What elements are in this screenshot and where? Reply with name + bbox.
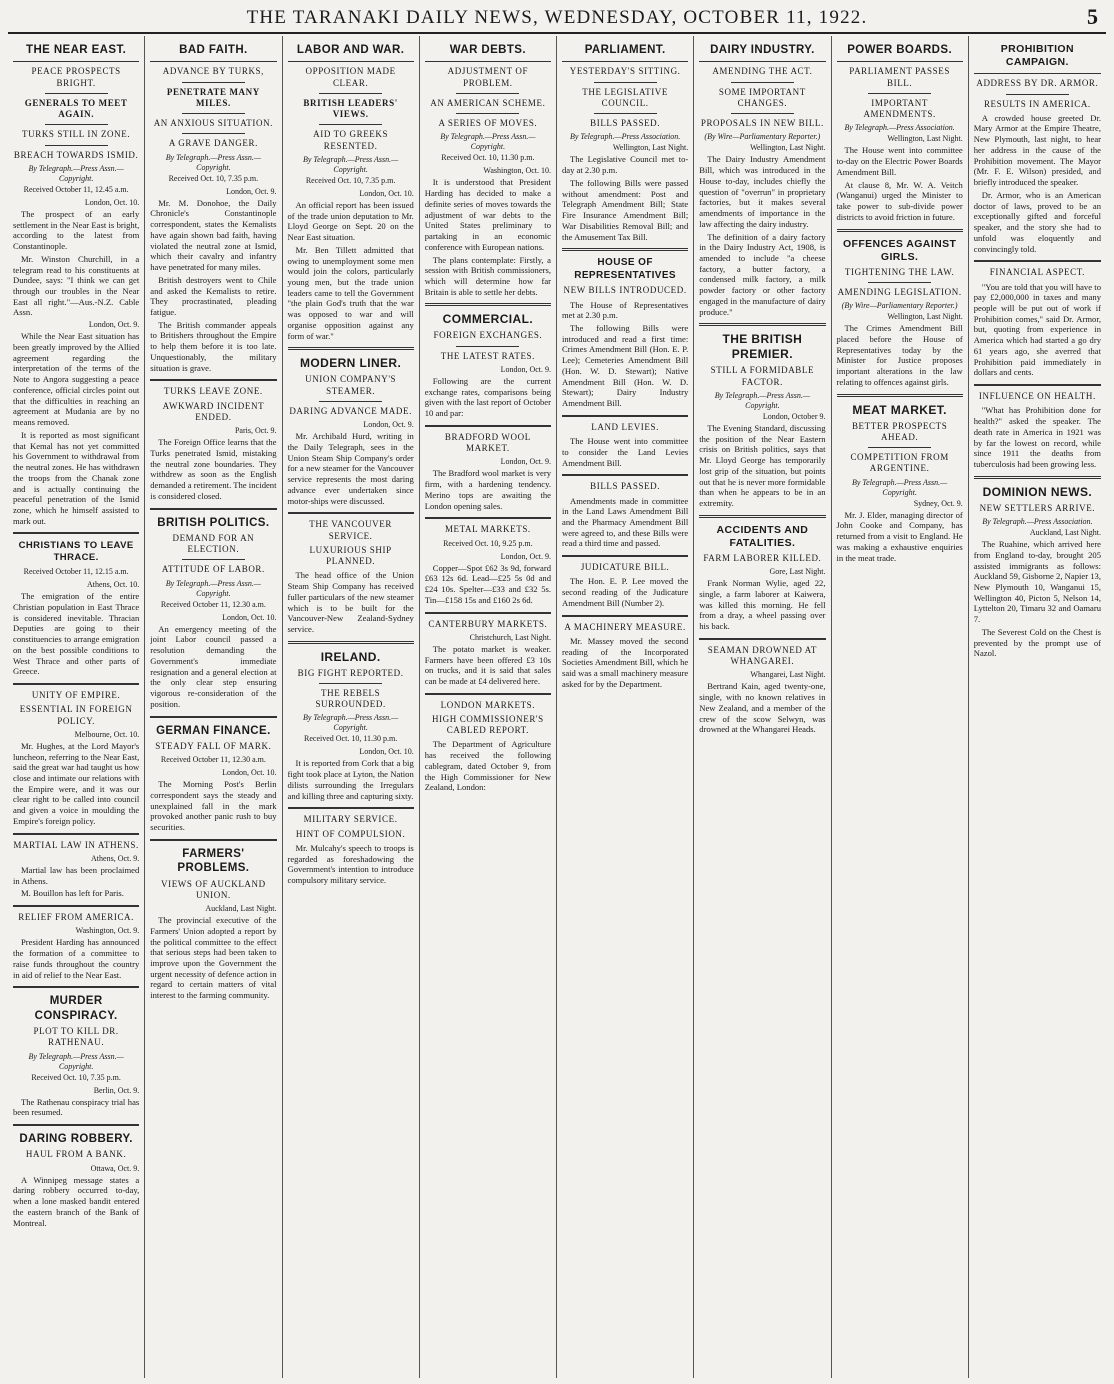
column-6: [694, 36, 831, 1378]
article-near-east: [13, 43, 139, 526]
article-vancouver-service: [288, 512, 414, 634]
telegraph-credit: By Telegraph.—Press Assn.—Copyright.: [165, 152, 261, 172]
received-time: Received Oct. 10, 7.35 p.m.: [31, 1072, 121, 1082]
subheading: LUXURIOUS SHIP PLANNED.: [309, 544, 392, 567]
column-5: [557, 36, 694, 1378]
paragraph: The British commander appeals to Britishers throughout the Empire to help them before it is too late. Unquestionably, the military situation is grave.: [150, 319, 277, 373]
dateline: Auckland, Last Night.: [1029, 528, 1101, 538]
paragraph: The Crimes Amendment Bill placed before the House of Representatives today by the Minister for Justice proposes important alterations in the law relating to offences against girls.: [836, 323, 963, 387]
paragraph: Mr. Mulcahy's speech to troops is regarded as foreshadowing the Government's intention to introduce compulsory military service.: [287, 842, 414, 886]
article-unity-of-empire: [13, 683, 139, 827]
subheading: STEADY FALL OF MARK.: [155, 740, 272, 751]
column-3: [283, 36, 420, 1378]
subheading: ESSENTIAL IN FOREIGN POLICY.: [19, 704, 133, 726]
subheading: HAUL FROM A BANK.: [25, 1149, 127, 1160]
subheading: COMPETITION FROM ARGENTINE.: [850, 452, 949, 474]
subheading: IMPORTANT AMENDMENTS.: [863, 97, 936, 120]
dateline: Washington, Oct. 10.: [483, 166, 551, 176]
masthead: [8, 4, 1106, 34]
column-7: [832, 36, 969, 1378]
paragraph: At clause 8, Mr. W. A. Veitch (Wanganui) urged the Minister to take power to sub-divide power districts to avoid friction in future.: [836, 179, 963, 222]
dateline: London, Oct. 9.: [500, 551, 551, 561]
subheading: PARLIAMENT PASSES BILL.: [849, 66, 950, 88]
article-ireland: [288, 641, 414, 802]
headline: MURDER CONSPIRACY.: [34, 995, 118, 1022]
column-4: [420, 36, 557, 1378]
column-2: [145, 36, 282, 1378]
paragraph: The Morning Post's Berlin correspondent says the steady and unexplained fall in the mark provoked another panic rush to buy securities.: [150, 779, 277, 833]
subheading: NEW BILLS INTRODUCED.: [563, 285, 687, 296]
article-financial-aspect: [974, 260, 1101, 378]
headline: GERMAN FINANCE.: [156, 724, 271, 737]
article-bills-passed: [562, 474, 688, 549]
column-grid: [8, 36, 1106, 1378]
subheading: BREACH TOWARDS ISMID.: [13, 149, 139, 160]
headline: LAND LEVIES.: [591, 421, 659, 432]
paragraph: Frank Norman Wylie, aged 22, single, a farm laborer at Kaiwera, was killed this morning. He fell from a dray, a wheel passing over his back.: [699, 578, 826, 632]
article-judicature-bill: [562, 555, 688, 608]
subheading: HIGH COMMISSIONER'S CABLED REPORT.: [431, 713, 544, 736]
subheading: A GRAVE DANGER.: [168, 138, 258, 149]
masthead-title: THE TARANAKI DAILY NEWS, WEDNESDAY, OCTOBER 11, 1922.: [246, 7, 868, 28]
subheading: AMENDING THE ACT.: [712, 66, 813, 77]
paragraph: While the Near East situation has been greatly improved by the Allied agreement regarding the interpretation of the terms of the Note to Angora suggesting a peace conference, official circles point out that the difficulties in reaching an agreement at Mudania are by no means removed.: [13, 331, 140, 428]
subheading: HINT OF COMPULSION.: [295, 828, 406, 839]
subheading: THE REBELS SURROUNDED.: [315, 687, 386, 710]
subheading: A SERIES OF MOVES.: [438, 118, 538, 129]
article-british-premier: [699, 323, 825, 508]
dateline: London, Oct. 10.: [84, 197, 140, 207]
telegraph-credit: By Telegraph.—Press Assn.—Copyright.: [165, 578, 261, 598]
headline: BAD FAITH.: [179, 44, 248, 56]
headline: ACCIDENTS AND FATALITIES.: [716, 523, 809, 549]
column-8: [969, 36, 1106, 1378]
dateline: Ottawa, Oct. 9.: [90, 1163, 140, 1173]
headline: PROHIBITION CAMPAIGN.: [1000, 43, 1074, 69]
headline: RELIEF FROM AMERICA.: [18, 912, 134, 923]
subheading: PENETRATE MANY MILES.: [166, 86, 260, 108]
paragraph: The potato market is weaker. Farmers have been offered £3 10s on trucks, and it is said that sales can be made at £4 delivered here.: [424, 643, 551, 686]
headline: SEAMAN DROWNED AT WHANGAREI.: [707, 644, 817, 667]
page-number: 5: [1087, 4, 1098, 29]
dateline: London, Oct. 10.: [359, 188, 414, 198]
article-power-boards: [837, 43, 963, 223]
subheading: PROPOSALS IN NEW BILL.: [700, 118, 824, 129]
article-machinery-measure: [562, 615, 688, 690]
headline: UNITY OF EMPIRE.: [31, 690, 121, 701]
paragraph: Mr. Ben Tillett admitted that owing to unemployment some men would join the colors, particularly young men, but the trade union leaders came to tell the Government "the plain God's truth that the war was opposed to war and will organise opposition against any form of war.": [287, 244, 414, 341]
paragraph: Mr. M. Donohoe, the Daily Chronicle's Constantinople correspondent, states the Kemalists have again shown bad faith, having violated the neutral zone at Ismid, which their cavalry and infantry have penetrated for many miles.: [150, 197, 277, 273]
article-daring-robbery: [13, 1124, 139, 1228]
headline: METAL MARKETS.: [444, 524, 531, 535]
article-prohibition-campaign: [974, 43, 1101, 254]
received-time: Received Oct. 10, 11.30 p.m.: [441, 153, 535, 163]
headline: TURKS LEAVE ZONE.: [163, 386, 263, 397]
paragraph: The following Bills were introduced and read a first time: Crimes Amendment Bill (Hon. E. P. Lee); Cemeteries Amendment Bill (Hon. W. D. Stewart); Native Amendment Bill (Hon. W. D. Stewart); Dairy Industry Amendment Bill.: [562, 322, 689, 409]
paragraph: The Rathenau conspiracy trial has been resumed.: [13, 1096, 140, 1118]
paragraph: A Winnipeg message states a daring robbery occurred to-day, when a lone masked bandit entered the eastern branch of the Bank of Montreal.: [13, 1174, 140, 1228]
article-meat-market: [837, 394, 963, 564]
subheading: ATTITUDE OF LABOR.: [161, 564, 265, 575]
headline: PARLIAMENT.: [584, 44, 666, 56]
paragraph: Amendments made in committee in the Land Laws Amendment Bill and the Pharmacy Amendment Bill were agreed to, and these Bills were read a third time and passed.: [562, 495, 689, 549]
paragraph: President Harding has announced the formation of a committee to raise funds throughout the country in aid of relief to the Near East.: [13, 937, 140, 980]
dateline: Whangarei, Last Night.: [750, 670, 826, 680]
paragraph: The Dairy Industry Amendment Bill, which was introduced in the House to-day, includes chiefly the question of "overrun" in proprietary factories, but it makes several amendments of importance in the law affecting the dairy industry.: [699, 154, 826, 229]
telegraph-credit: (By Wire—Parliamentary Reporter.): [841, 301, 958, 311]
subheading: GENERALS TO MEET AGAIN.: [24, 97, 128, 120]
dateline: Washington, Oct. 9.: [75, 926, 140, 936]
headline: THE NEAR EAST.: [26, 44, 127, 56]
headline: INFLUENCE ON HEALTH.: [978, 391, 1096, 402]
received-time: Received October 11, 12.30 a.m.: [160, 755, 266, 765]
paragraph: British destroyers went to Chile and asked the Kemalists to retire. They procrastinated, pleading fatigue.: [150, 274, 277, 317]
paragraph: Copper—Spot £62 3s 9d, forward £63 12s 6d. Lead—£25 5s 0d and £24 10s. Spelter—£33 and £32 5s. Tin—£158 15s and £160 2s 6d.: [424, 562, 551, 605]
article-christians-thrace: [13, 532, 139, 677]
dateline: Paris, Oct. 9.: [234, 426, 277, 436]
headline: MODERN LINER.: [300, 356, 402, 371]
subheading: THE LEGISLATIVE COUNCIL.: [582, 86, 668, 108]
dateline: Wellington, Last Night.: [750, 143, 826, 153]
headline: MARTIAL LAW IN ATHENS.: [13, 839, 139, 850]
subheading: THE LATEST RATES.: [440, 350, 536, 361]
paragraph: Dr. Armor, who is an American doctor of laws, proved to be an exceptionally gifted and forceful speaker, and the story she had to unfold was eloquently and convincingly told.: [973, 189, 1101, 254]
paragraph: It is reported as most significant that Kemal has not yet committed his Government to withdrawal from the neutral zones. He has withdrawn the troops from the Chanak zone and is actually continuing the peaceful penetration of the Ismid zone, which he himself assisted to mark out.: [13, 429, 140, 526]
subheading: ADVANCE BY TURKS,: [162, 66, 265, 77]
subheading: PEACE PROSPECTS BRIGHT.: [31, 66, 121, 88]
paragraph: The definition of a dairy factory in the Dairy Industry Act, 1908, is amended to include "a cheese factory, a butter factory, a condensed milk factory, a milk powder factory or other factory engaged in the manufacture of dairy produce.": [699, 231, 826, 317]
subheading: TURKS STILL IN ZONE.: [22, 129, 131, 140]
headline: BRADFORD WOOL MARKET.: [444, 431, 531, 454]
paragraph: It is understood that President Harding has decided to make a definite series of moves towards the adjustment of war debts to the United States preliminary to partaking in an economic conference with European nations.: [424, 177, 551, 252]
telegraph-credit: By Telegraph.—Press Association.: [844, 123, 955, 133]
subheading: DEMAND FOR AN ELECTION.: [172, 532, 255, 555]
telegraph-credit: By Telegraph.—Press Assn.—Copyright.: [302, 713, 399, 733]
article-war-debts: [425, 43, 551, 297]
headline: POWER BOARDS.: [847, 44, 953, 56]
paragraph: The prospect of an early settlement in the Near East is bright, according to the latest from Constantinople.: [13, 208, 140, 252]
received-time: Received Oct. 10, 9.25 p.m.: [443, 538, 533, 548]
subheading: BIG FIGHT REPORTED.: [297, 667, 404, 678]
subheading: VIEWS OF AUCKLAND UNION.: [161, 878, 266, 900]
paragraph: The Severest Cold on the Chest is prevented by the prompt use of Nazol.: [973, 626, 1101, 659]
headline: DARING ROBBERY.: [19, 1133, 133, 1146]
article-metal-markets: [425, 517, 551, 605]
subheading: NEW SETTLERS ARRIVE.: [979, 502, 1096, 513]
headline: OFFENCES AGAINST GIRLS.: [842, 237, 957, 263]
headline: JUDICATURE BILL.: [580, 562, 670, 573]
article-turks-leave-zone: [150, 379, 276, 501]
section-house-of-representatives: [562, 248, 688, 409]
article-military-service: [288, 807, 414, 885]
paragraph: "You are told that you will have to pay £2,000,000 in taxes and many people will be put out of work if Prohibition comes," said Dr. Armor, but, quoting from experience in America which had started a go dry 61 years ago, she averred that Prohibition paid immediately in dollars and cents.: [973, 281, 1101, 378]
headline: A MACHINERY MEASURE.: [564, 621, 686, 632]
dateline: Wellington, Last Night.: [887, 134, 963, 144]
headline: DAIRY INDUSTRY.: [710, 44, 815, 56]
subheading: BETTER PROSPECTS AHEAD.: [851, 420, 948, 442]
paragraph: Mr. Hughes, at the Lord Mayor's luncheon, referring to the Near East, said the great war had taught us how close and intimate our relations with the Empire were, and it was our clear right to be called into council and given a voice in moulding the Empire's foreign policy.: [13, 740, 140, 826]
headline: COMMERCIAL.: [442, 312, 534, 327]
telegraph-credit: By Telegraph.—Press Association.: [982, 517, 1093, 527]
article-bradford-wool: [425, 425, 551, 511]
received-time: Received Oct. 10, 7.35 p.m.: [168, 173, 259, 183]
dateline: London, Oct. 10.: [222, 612, 277, 622]
dateline: London, Oct. 9.: [88, 320, 140, 330]
paragraph: Mr. Winston Churchill, in a telegram read to his constituents at Dundee, says: "I think we can get through our troubles in the Near East all right."—Aus.-N.Z. Cable Assn.: [13, 253, 140, 318]
paragraph: The Ruahine, which arrived here from England to-day, brought 205 assisted immigrants as follows: Auckland 59, Gisborne 2, Napier 13, New Plymouth 10, Wanganui 15, Wellington 40, Picton 5, Nelson 14, Lyttelton 20, Timaru 32 and Oamaru 7.: [973, 539, 1101, 625]
article-offences-against-girls: [837, 229, 963, 388]
article-parliament: [562, 43, 688, 242]
article-farmers-problems: [150, 839, 276, 1001]
headline: WAR DEBTS.: [449, 44, 526, 56]
dateline: London, Oct. 9.: [500, 457, 551, 467]
article-influence-on-health: [974, 384, 1101, 470]
headline: FARMERS' PROBLEMS.: [177, 847, 250, 875]
dateline: London, Oct. 9.: [226, 186, 277, 196]
article-relief-america: [13, 905, 139, 980]
dateline: Melbourne, Oct. 10.: [74, 729, 140, 739]
article-martial-law: [13, 833, 139, 899]
paragraph: The Hon. E. P. Lee moved the second reading of the Judicature Amendment Bill (Number 2).: [562, 576, 689, 608]
article-canterbury-markets: [425, 612, 551, 687]
headline: HOUSE OF REPRESENTATIVES: [574, 257, 676, 281]
paragraph: The plans contemplate: Firstly, a session with British commissioners, which will determine how far Britain is able to settle her debts.: [424, 254, 551, 297]
headline: CHRISTIANS TO LEAVE THRACE.: [18, 540, 134, 564]
received-time: Received October 11, 12.30 a.m.: [160, 599, 266, 609]
headline: IRELAND.: [320, 649, 381, 664]
subheading: AWKWARD INCIDENT ENDED.: [162, 400, 265, 422]
telegraph-credit: By Telegraph.—Press Assn.—Copyright.: [714, 390, 810, 410]
paragraph: The Legislative Council met to-day at 2.30 p.m.: [562, 154, 689, 176]
telegraph-credit: By Telegraph.—Press Association.: [569, 132, 681, 142]
subheading: UNION COMPANY'S STEAMER.: [305, 374, 397, 396]
paragraph: Mr. Archibald Hurd, writing in the Daily Telegraph, sees in the Union Steam Ship Company's order for a new steamer for the Vancouver service represents the most daring advance ever undertaken since motor-ships were discussed.: [287, 431, 414, 506]
article-murder-conspiracy: [13, 986, 139, 1118]
paragraph: The provincial executive of the Farmers' Union adopted a report by the political committee to the effect that serious steps had been taken to improve upon the Government the urgent necessity of defence action in regard to certain matters of vital interest to the farming community.: [150, 915, 277, 1001]
dateline: Wellington, Last Night.: [612, 143, 689, 153]
subheading: RESULTS IN AMERICA.: [983, 98, 1091, 109]
paragraph: Following are the current exchange rates, comparisons being given with the last report of October 10 and par:: [424, 375, 551, 419]
paragraph: The Foreign Office learns that the Turks penetrated Ismid, mistaking the neutral zone boundaries. They withdrew as soon as the English demanded a retirement. The incident is considered closed.: [150, 437, 277, 501]
paragraph: The Department of Agriculture has received the following cablegram, dated October 9, from the High Commissioner for New Zealand, London:: [424, 739, 551, 793]
subheading: TIGHTENING THE LAW.: [844, 266, 955, 277]
subheading: AN ANXIOUS SITUATION.: [153, 118, 274, 129]
received-time: Received Oct. 10, 7.35 p.m.: [305, 175, 396, 185]
paragraph: It is reported from Cork that a big fight took place at Lyton, the Nation dilists surrounding the Irregulars and killing three and capturing sixty.: [287, 758, 414, 801]
dateline: Christchurch, Last Night.: [469, 632, 551, 642]
subheading: FOREIGN EXCHANGES.: [433, 330, 543, 341]
subheading: AN AMERICAN SCHEME.: [430, 97, 546, 108]
paragraph: The following Bills were passed without amendment: Post and Telegraph Amendment Bill; State Fire Insurance Amendment Bill; War Disabilities Removal Bill; and the Amusement Tax Bill.: [562, 177, 689, 242]
paragraph: Mr. J. Elder, managing director of John Cooke and Company, has returned from a visit to England. He was making a exhaustive enquiries in the meat trade.: [836, 509, 963, 563]
article-seaman-drowned: [699, 638, 825, 735]
subheading: FARM LABORER KILLED.: [703, 553, 822, 564]
dateline: Wellington, Last Night.: [887, 312, 963, 322]
headline: MILITARY SERVICE.: [303, 814, 398, 825]
headline: THE BRITISH PREMIER.: [722, 332, 803, 362]
dateline: London, Oct. 9.: [500, 364, 551, 374]
paragraph: "What has Prohibition done for health?" asked the speaker. The death rate in America in 1921 was by far the lowest on record, while since 1911 the deaths from tuberculosis had been growing less.: [973, 405, 1101, 470]
dateline: Sydney, Oct. 9.: [913, 498, 963, 508]
telegraph-credit: By Telegraph.—Press Assn.—Copyright.: [302, 154, 399, 174]
paragraph: A crowded house greeted Dr. Mary Armor at the Empire Theatre, New Plymouth, last night, to hear her address in the cause of the Prohibition movement. The Mayor (Mr. F. E. Wilson) presided, and briefly introduced the speaker.: [973, 112, 1101, 188]
subheading: OPPOSITION MADE CLEAR.: [305, 66, 396, 88]
dateline: Gore, Last Night.: [769, 567, 826, 577]
headline: DOMINION NEWS.: [982, 484, 1093, 499]
dateline: Auckland, Last Night.: [205, 904, 277, 914]
subheading: AMENDING LEGISLATION.: [837, 287, 962, 298]
headline: BILLS PASSED.: [590, 481, 661, 492]
column-1: [8, 36, 145, 1378]
telegraph-credit: (By Wire—Parliamentary Reporter.): [704, 132, 821, 142]
headline: THE VANCOUVER SERVICE.: [309, 519, 392, 541]
subheading: DARING ADVANCE MADE.: [289, 405, 412, 416]
subheading: SOME IMPORTANT CHANGES.: [718, 86, 806, 108]
headline: LABOR AND WAR.: [296, 44, 405, 56]
dateline: London, Oct. 10.: [222, 768, 277, 778]
telegraph-credit: By Telegraph.—Press Assn.—Copyright.: [851, 477, 948, 497]
article-accidents: [699, 515, 825, 632]
article-british-politics: [150, 508, 276, 710]
article-dairy-industry: [699, 43, 825, 317]
headline: LONDON MARKETS.: [440, 699, 536, 710]
article-modern-liner: [288, 347, 414, 506]
paragraph: The Bradford wool market is very firm, with a hardening tendency. Merino tops are awaiting the London opening sales.: [424, 468, 551, 511]
paragraph: The emigration of the entire Christian population in East Thrace is considered inevitable. Thracian Deputies are going to their constituencies to arrange emigration on the best possible conditions to West Thrace and other parts of Greece.: [13, 591, 140, 677]
received-time: Received October 11, 12.15 a.m.: [23, 567, 129, 577]
dateline: Berlin, Oct. 9.: [93, 1085, 140, 1095]
headline: FINANCIAL ASPECT.: [989, 267, 1085, 278]
paragraph: M. Bouillon has left for Paris.: [21, 888, 124, 899]
headline: BRITISH POLITICS.: [157, 516, 270, 529]
paragraph: An official report has been issued of the trade union deputation to Mr. Lloyd George on Sept. 20 on the Near East situation.: [287, 199, 414, 243]
subheading: AID TO GREEKS RESENTED.: [313, 129, 389, 151]
paragraph: The head office of the Union Steam Ship Company has received fuller particulars of the new steamer which is to be built for the Vancouver-New Zealand-Sydney service.: [287, 570, 414, 634]
headline: MEAT MARKET.: [852, 402, 947, 417]
paragraph: Bertrand Kain, aged twenty-one, single, with no known relatives in New Zealand, and a member of the crew of the scow Selwyn, was drowned at the Whangarei Heads.: [699, 681, 826, 735]
article-land-levies: [562, 415, 688, 468]
subheading: ADJUSTMENT OF PROBLEM.: [447, 66, 529, 88]
telegraph-credit: By Telegraph.—Press Assn.—Copyright.: [440, 132, 536, 152]
article-labor-and-war: [288, 43, 414, 341]
subheading: PLOT TO KILL DR. RATHENAU.: [33, 1026, 119, 1048]
subheading: STILL A FORMIDABLE FACTOR.: [710, 365, 815, 387]
dateline: Athens, Oct. 9.: [91, 853, 140, 863]
subheading: ADDRESS BY DR. ARMOR.: [976, 78, 1099, 89]
paragraph: The House of Representatives met at 2.30 p.m.: [562, 299, 689, 321]
dateline: London, Oct. 10.: [359, 747, 414, 757]
article-bad-faith: [150, 43, 276, 373]
section-commercial: [425, 303, 551, 418]
telegraph-credit: By Telegraph.—Press Assn.—Copyright.: [28, 163, 124, 183]
paragraph: An emergency meeting of the joint Labor council passed a resolution demanding the Government's immediate resignation and a general election at the only clear step ensuring vigorous re-consideration of the position.: [150, 623, 277, 709]
subheading: YESTERDAY'S SITTING.: [569, 66, 681, 77]
received-time: Received Oct. 10, 11.30 p.m.: [304, 734, 398, 744]
article-london-markets: [425, 693, 551, 793]
subheading: BRITISH LEADERS' VIEWS.: [303, 97, 398, 120]
headline: CANTERBURY MARKETS.: [428, 618, 548, 629]
paragraph: Mr. Massey moved the second reading of the Incorporated Societies Amendment Bill, which he said was a small machinery measure asked for by the Department.: [562, 635, 689, 689]
dateline: London, October 9.: [762, 411, 826, 421]
dateline: London, Oct. 9.: [363, 420, 414, 430]
paragraph: The House went into committee to consider the Land Levies Amendment Bill.: [562, 436, 689, 468]
subheading: BILLS PASSED.: [590, 118, 661, 129]
article-dominion-news: [974, 476, 1101, 659]
paragraph: Martial law has been proclaimed in Athens.: [13, 864, 140, 886]
paragraph: The Evening Standard, discussing the position of the Near Eastern crisis on British politics, says that Mr. Lloyd George has temporarily lost grip of the situation, but points out that he is never more formidable than when he appears to be in an extremity.: [699, 422, 826, 509]
dateline: Athens, Oct. 10.: [87, 580, 140, 590]
telegraph-credit: By Telegraph.—Press Assn.—Copyright.: [28, 1051, 124, 1071]
paragraph: The House went into committee to-day on the Electric Power Boards Amendment Bill.: [836, 145, 963, 177]
received-time: Received October 11, 12.45 a.m.: [23, 184, 129, 194]
article-german-finance: [150, 716, 276, 833]
